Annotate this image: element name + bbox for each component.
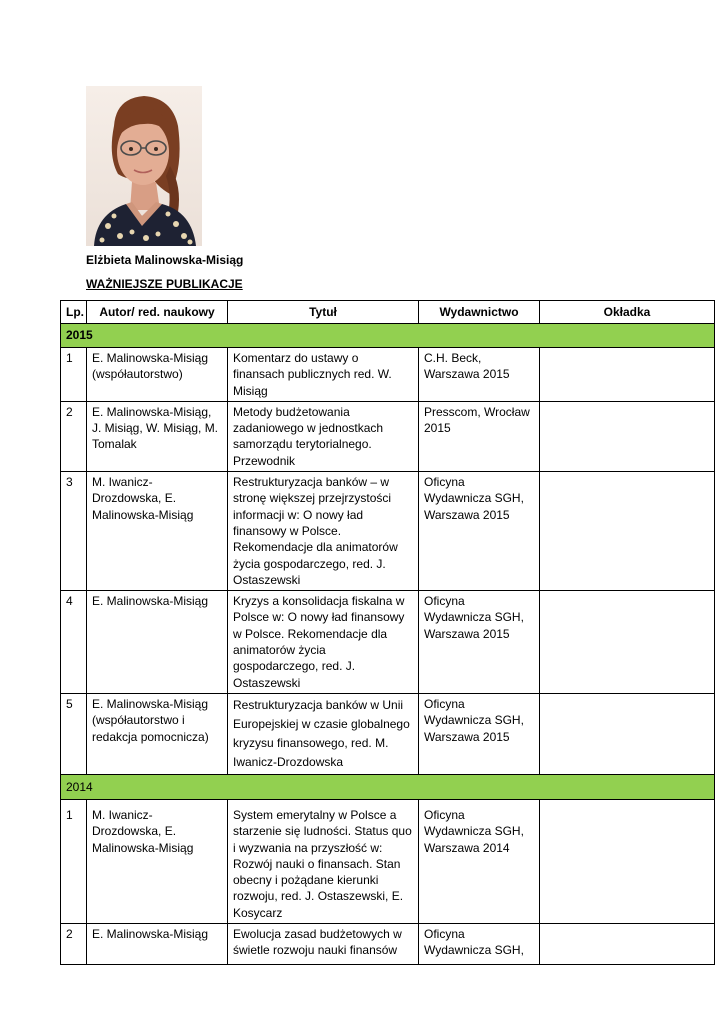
portrait-photo [86, 86, 202, 246]
cell-author: E. Malinowska-Misiąg [87, 591, 228, 694]
table-row [61, 693, 715, 774]
header-cover: Okładka [540, 301, 715, 324]
cell-lp: 3 [61, 472, 87, 591]
table-row [61, 348, 715, 402]
cell-title: Restrukturyzacja banków – w stronę większej przejrzystości informacji w: O nowy ład finansowy w Polsce. Rekomendacje dla animatorów życia gospodarczego, red. J. Ostaszewski [228, 472, 419, 591]
person-name: Elżbieta Malinowska-Misiąg [86, 253, 244, 267]
cell-publisher: Oficyna Wydawnicza SGH, Warszawa 2015 [419, 472, 540, 591]
cell-author: E. Malinowska-Misiąg [87, 924, 228, 965]
header-lp: Lp. [61, 301, 87, 324]
cell-lp: 4 [61, 591, 87, 694]
cell-author: M. Iwanicz-Drozdowska, E. Malinowska-Misiąg [87, 799, 228, 923]
section-heading: WAŻNIEJSZE PUBLIKACJE [86, 277, 243, 291]
header-title: Tytuł [228, 301, 419, 324]
cell-title: Ewolucja zasad budżetowych w świetle rozwoju nauki finansów [228, 924, 419, 965]
header-author: Autor/ red. naukowy [87, 301, 228, 324]
year-label: 2014 [61, 774, 715, 799]
cell-title: System emerytalny w Polsce a starzenie się ludności. Status quo i wyzwania na przyszłość w: Rozwój nauki o finansach. Stan obecny i pożądane kierunki rozwoju, red. J. Ostaszewski, E. Kosycarz [228, 799, 419, 923]
cell-cover [540, 401, 715, 471]
cell-cover [540, 799, 715, 923]
cell-author: E. Malinowska-Misiąg (współautorstwo) [87, 348, 228, 402]
table-header-row [61, 301, 715, 324]
header-publisher: Wydawnictwo [419, 301, 540, 324]
cell-title: Metody budżetowania zadaniowego w jednostkach samorządu terytorialnego. Przewodnik [228, 401, 419, 471]
year-label: 2015 [61, 324, 715, 348]
cell-lp: 1 [61, 348, 87, 402]
cell-cover [540, 924, 715, 965]
cell-cover [540, 693, 715, 774]
year-row-2015 [61, 324, 715, 348]
cell-cover [540, 348, 715, 402]
cell-publisher: Oficyna Wydawnicza SGH, Warszawa 2014 [419, 799, 540, 923]
cell-title: Komentarz do ustawy o finansach publicznych red. W. Misiąg [228, 348, 419, 402]
cell-cover [540, 591, 715, 694]
year-row-2014 [61, 774, 715, 799]
table-row [61, 401, 715, 471]
publications-table [60, 300, 715, 965]
cell-cover [540, 472, 715, 591]
cell-publisher: Presscom, Wrocław 2015 [419, 401, 540, 471]
cell-title: Kryzys a konsolidacja fiskalna w Polsce w: O nowy ład finansowy w Polsce. Rekomendacje dla animatorów życia gospodarczego, red. J. Ostaszewski [228, 591, 419, 694]
cell-author: E. Malinowska-Misiąg (współautorstwo i redakcja pomocnicza) [87, 693, 228, 774]
cell-lp: 2 [61, 924, 87, 965]
cell-publisher: Oficyna Wydawnicza SGH, Warszawa 2015 [419, 693, 540, 774]
table-row [61, 799, 715, 923]
cell-publisher: Oficyna Wydawnicza SGH, [419, 924, 540, 965]
cell-title: Restrukturyzacja banków w Unii Europejskiej w czasie globalnego kryzysu finansowego, red. M. Iwanicz-Drozdowska [228, 693, 419, 774]
cell-author: M. Iwanicz-Drozdowska, E. Malinowska-Misiąg [87, 472, 228, 591]
cell-lp: 5 [61, 693, 87, 774]
table-row [61, 472, 715, 591]
table-row [61, 924, 715, 965]
cell-author: E. Malinowska-Misiąg, J. Misiąg, W. Misiąg, M. Tomalak [87, 401, 228, 471]
cell-publisher: C.H. Beck, Warszawa 2015 [419, 348, 540, 402]
cell-publisher: Oficyna Wydawnicza SGH, Warszawa 2015 [419, 591, 540, 694]
table-row [61, 591, 715, 694]
cell-lp: 1 [61, 799, 87, 923]
cell-lp: 2 [61, 401, 87, 471]
